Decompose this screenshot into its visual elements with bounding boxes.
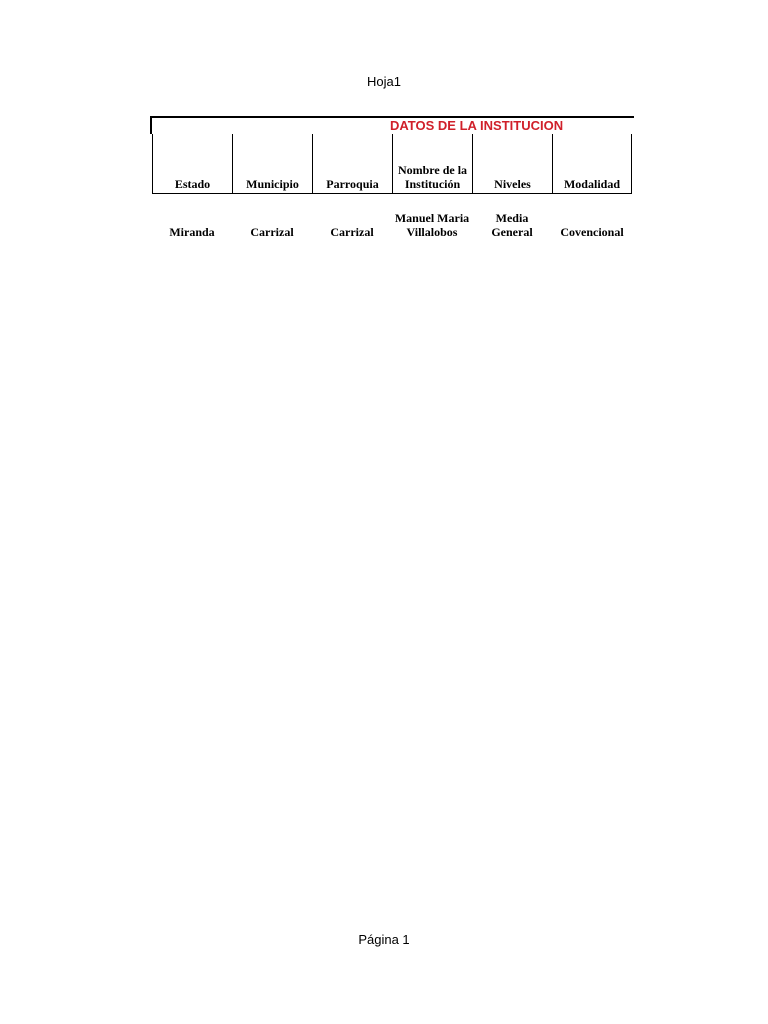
cell-municipio: Carrizal — [250, 225, 294, 239]
cell-nombre-institucion: Manuel Maria Villalobos — [394, 211, 470, 239]
column-header-niveles: Niveles — [472, 134, 552, 193]
table-title-bar — [150, 116, 634, 134]
cell-estado: Miranda — [169, 225, 215, 239]
sheet-name-header: Hoja1 — [367, 74, 401, 89]
cell-niveles: Media General — [491, 211, 533, 239]
table-row — [152, 207, 632, 239]
column-header-nombre-institucion: Nombre de la Institución — [392, 134, 472, 193]
cell-parroquia: Carrizal — [330, 225, 374, 239]
table-header-row — [152, 134, 632, 194]
page-number-footer: Página 1 — [358, 932, 410, 947]
column-header-municipio: Municipio — [232, 134, 312, 193]
table-title: DATOS DE LA INSTITUCION — [390, 118, 564, 133]
column-header-estado: Estado — [152, 134, 232, 193]
cell-modalidad: Covencional — [560, 225, 624, 239]
column-header-modalidad: Modalidad — [552, 134, 632, 193]
column-header-parroquia: Parroquia — [312, 134, 392, 193]
